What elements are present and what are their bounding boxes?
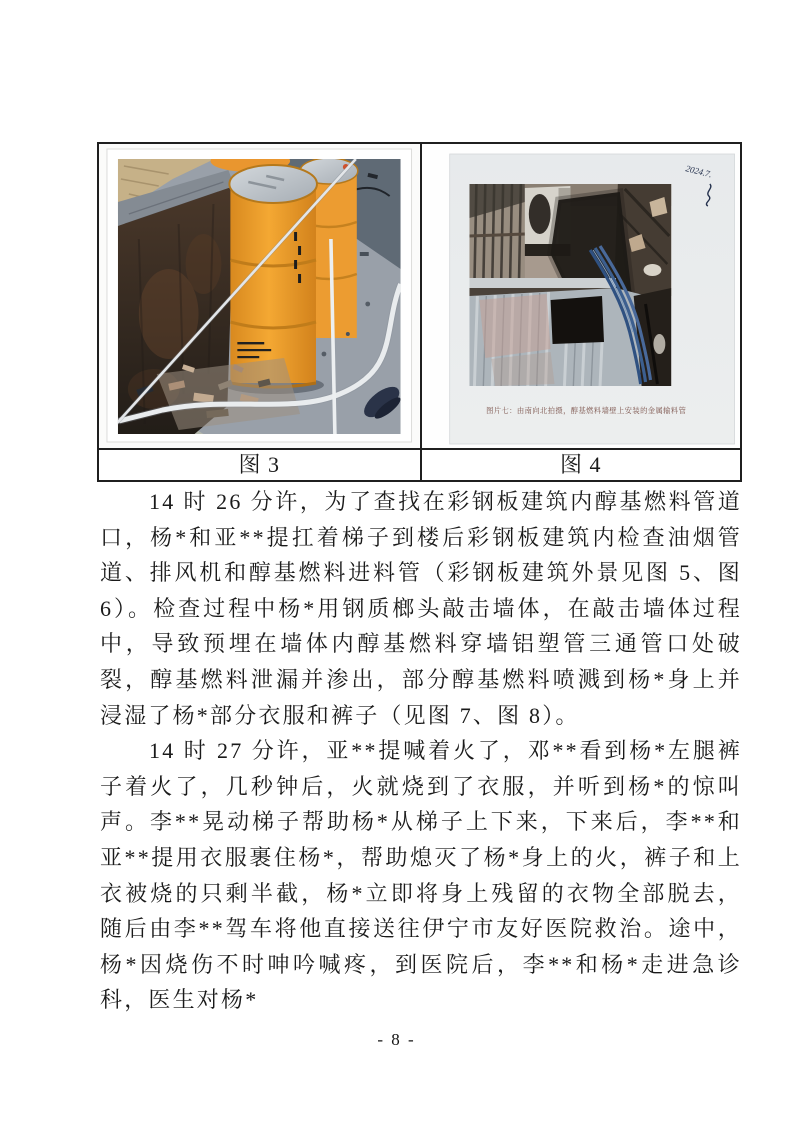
inner-photo-caption: 图片七：由南向北拍摄，醇基燃料墙壁上安装的金属输料管 (485, 405, 686, 416)
page-number: - 8 - (377, 1030, 416, 1049)
figure-4-caption-label: 图 4 (559, 452, 602, 477)
photo-burnt-wall-paper (422, 144, 741, 448)
figure-4-photo (420, 144, 741, 448)
body-text (100, 484, 742, 1018)
paragraph-2: 14 时 27 分许，亚**提喊着火了，邓**看到杨*左腿裤子着火了，几秒钟后，火就烧到了衣服，并听到杨*的惊叫声。李**晃动梯子帮助杨*从梯子上下来，下来后，李**和亚**提用衣服裹住杨*，帮助熄灭了杨*身上的火，裤子和上衣被烧的只剩半截，杨*立即将身上残留的衣物全部脱去，随后由李**驾车将他直接送往伊宁市友好医院救治。途中，杨*因烧伤不时呻吟喊疼，到医院后，李**和杨*走进急诊科，医生对杨* (100, 738, 742, 1013)
figure-4-caption (420, 448, 741, 480)
figure-3-caption (99, 448, 420, 480)
figure-3-caption-label: 图 3 (238, 452, 280, 477)
paragraph-1: 14 时 26 分许，为了查找在彩钢板建筑内醇基燃料管道口，杨*和亚**提扛着梯子到楼后彩钢板建筑内检查油烟管道、排风机和醇基燃料进料管（彩钢板建筑外景见图 5、图 6）。检查过程中杨*用钢质榔头敲击墙体，在敲击墙体过程中，导致预埋在墙体内醇基燃料穿墙铝塑管三通管口处破裂，醇基燃料泄漏并渗出，部分醇基燃料喷溅到杨*身上并浸湿了杨*部分衣服和裤子（见图 7、图 8）。 (100, 489, 742, 728)
handwritten-date: 2024.7. (684, 163, 713, 180)
figure-table (97, 142, 742, 482)
figure-3-photo (99, 144, 420, 448)
photo-oil-drums (99, 144, 420, 448)
